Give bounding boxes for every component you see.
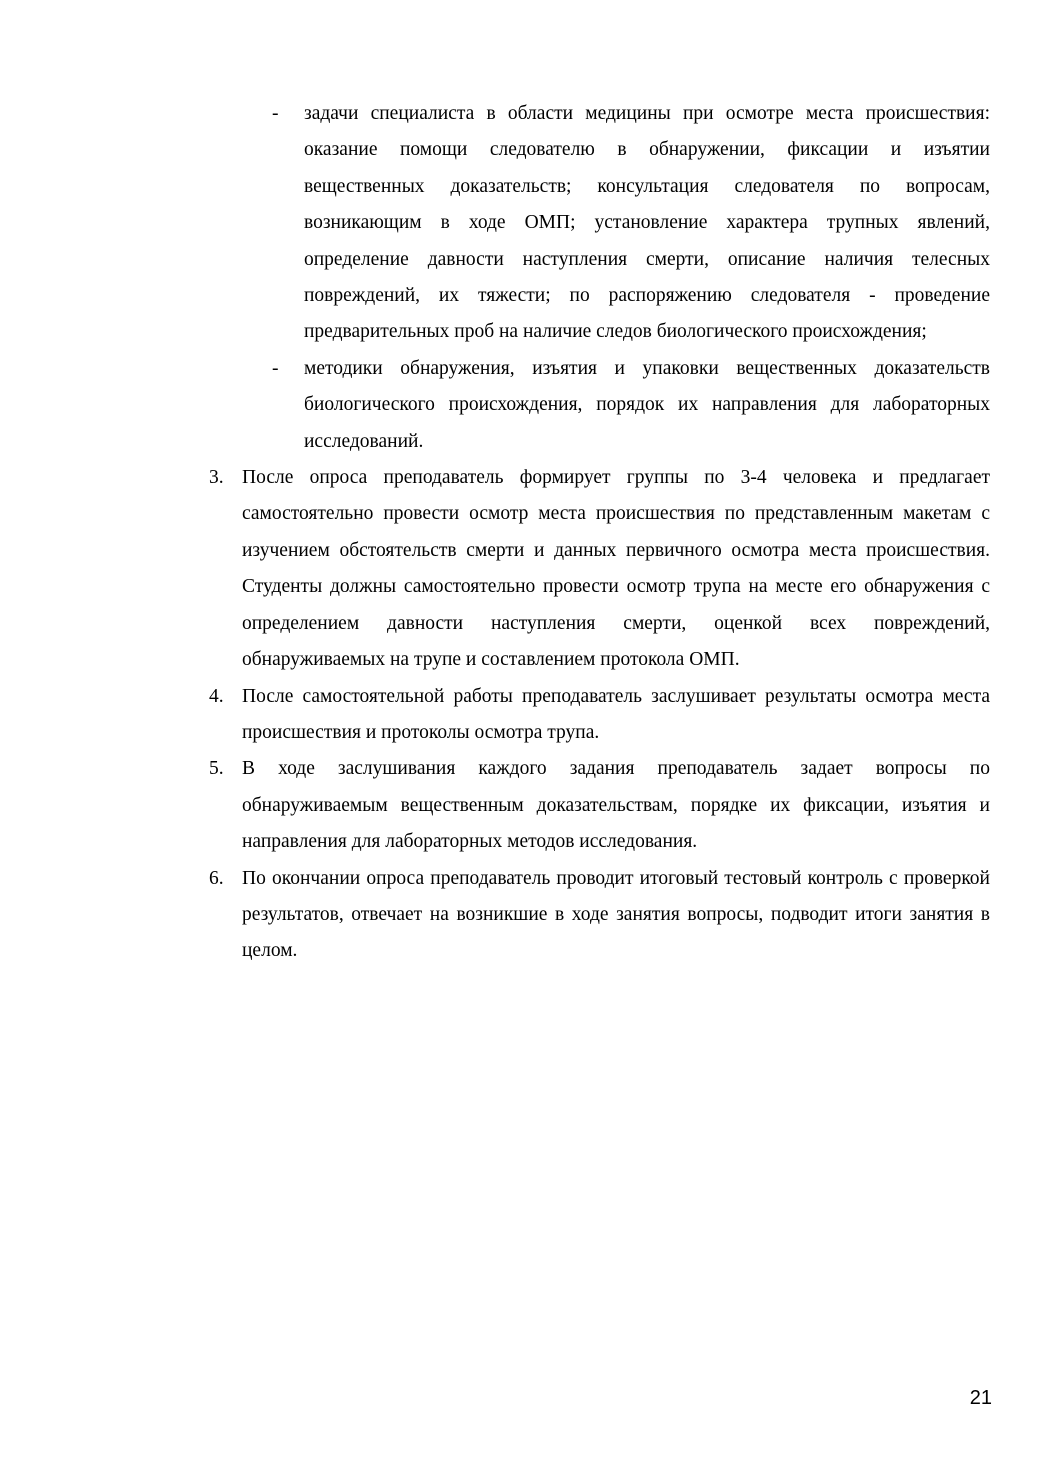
numbered-item-text: После опроса преподаватель формирует группы по 3-4 человека и предлагает самостоятельно провести осмотр места происшествия по представленным макетам с изучением обстоятельств смерти и данных первичного осмотра места происшествия. Студенты должны самостоятельно провести осмотр трупа на месте его обнаружения с определением давности наступления смерти, оценкой всех повреждений, обнаруживаемых на трупе и составлением протокола ОМП. [242,467,990,671]
list-number: 6. [209,867,224,889]
dash-list-item [204,351,990,460]
dash-marker: - [272,357,279,379]
list-number: 3. [209,467,224,489]
numbered-list-item [204,460,990,678]
list-number: 4. [209,685,224,707]
numbered-list-item [204,861,990,970]
page-number: 21 [969,1387,992,1409]
numbered-list-item [204,751,990,860]
list-number: 5. [209,758,224,780]
dash-item-text: задачи специалиста в области медицины при осмотре места происшествия: оказание помощи следователю в обнаружении, фиксации и изъятии вещественных доказательств; консультация следователя по вопросам, возникающим в ходе ОМП; установление характера трупных явлений, определение давности наступления смерти, описание наличия телесных повреждений, их тяжести; по распоряжению следователя - проведение предварительных проб на наличие следов биологического происхождения; [304,103,990,343]
numbered-item-text: По окончании опроса преподаватель проводит итоговый тестовый контроль с проверкой результатов, отвечает на возникшие в ходе занятия вопросы, подводит итоги занятия в целом. [242,867,990,962]
numbered-item-text: В ходе заслушивания каждого задания преподаватель задает вопросы по обнаруживаемым вещественным доказательствам, порядке их фиксации, изъятия и направления для лабораторных методов исследования. [242,758,990,853]
numbered-list-item [204,679,990,752]
body-text [204,96,990,970]
dash-item-text: методики обнаружения, изъятия и упаковки вещественных доказательств биологического происхождения, порядок их направления для лабораторных исследований. [304,357,990,452]
dash-list-item [204,96,990,351]
numbered-item-text: После самостоятельной работы преподаватель заслушивает результаты осмотра места происшествия и протоколы осмотра трупа. [242,685,990,743]
dash-marker: - [272,103,279,124]
